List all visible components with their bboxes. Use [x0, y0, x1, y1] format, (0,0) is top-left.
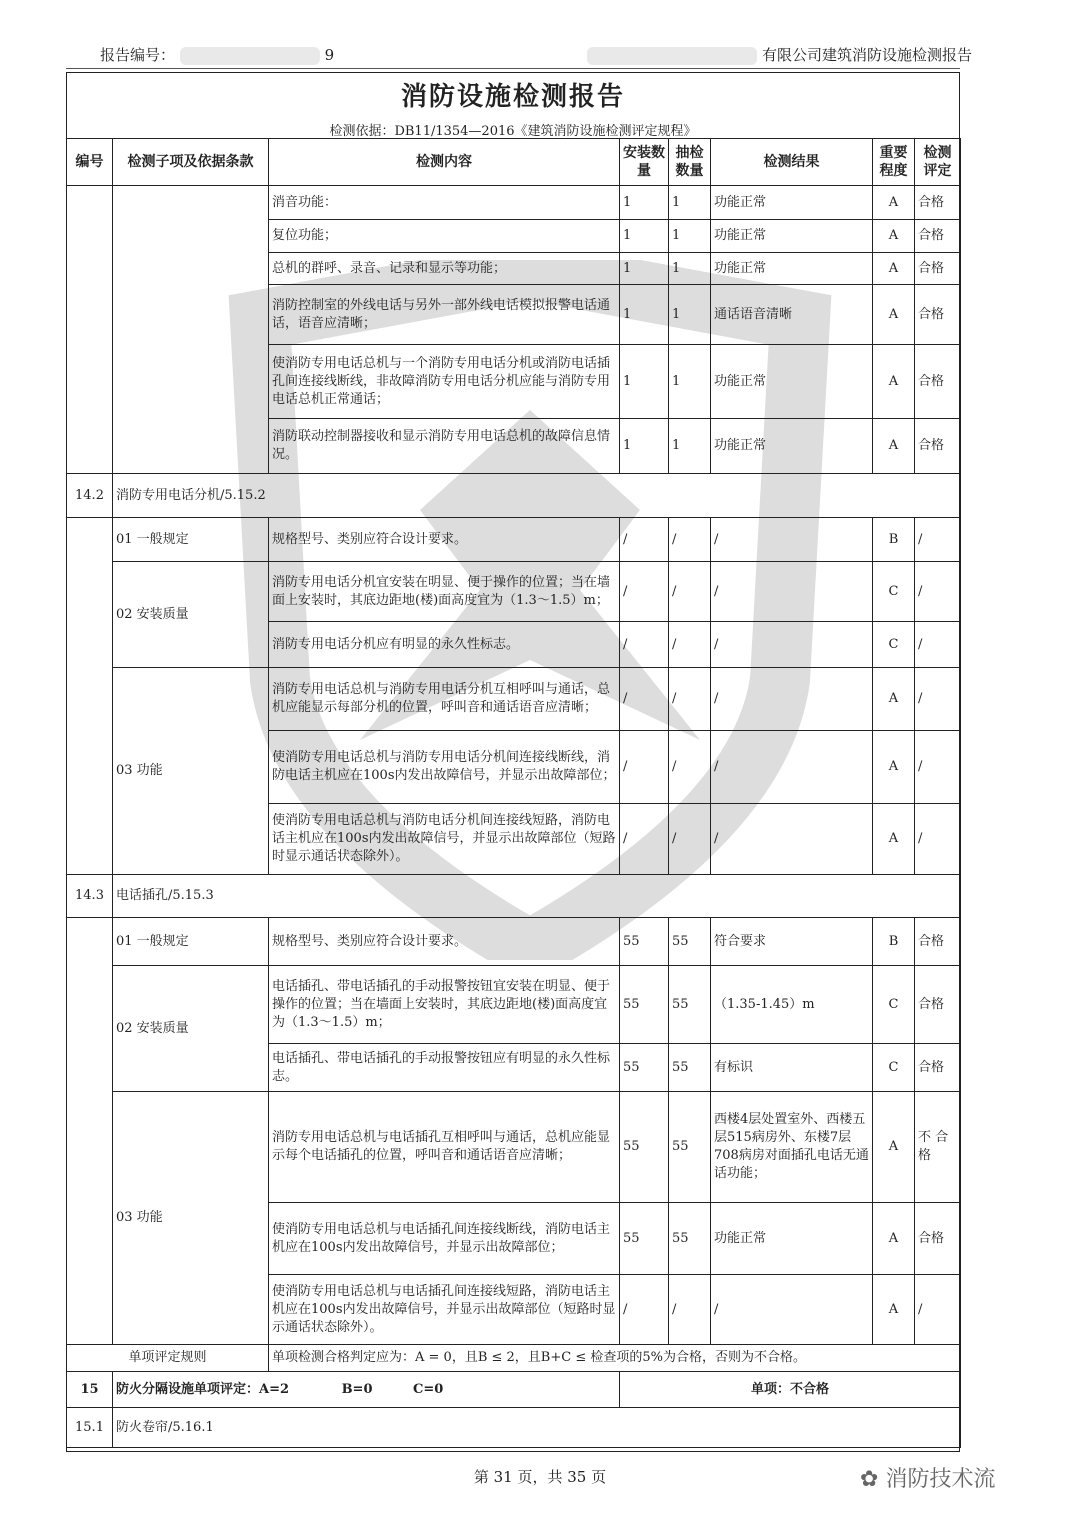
page-title: 消防设施检测报告 — [400, 82, 625, 112]
install-cell: / — [620, 622, 669, 668]
content-cell: 消防联动控制器接收和显示消防专用电话总机的故障信息情况。 — [269, 419, 620, 474]
install-cell: 1 — [620, 186, 669, 220]
content-cell: 消防专用电话分机宜安装在明显、便于操作的位置；当在墙面上安装时，其底边距地(楼)面高度宜为（1.3～1.5）m； — [269, 562, 620, 622]
content-cell: 消防专用电话总机与电话插孔互相呼叫与通话，总机应能显示每个电话插孔的位置，呼叫音和通话语音应清晰； — [269, 1092, 620, 1203]
sub-cell: 01 一般规定 — [113, 918, 269, 966]
content-cell: 电话插孔、带电话插孔的手动报警按钮应有明显的永久性标志。 — [269, 1044, 620, 1092]
section-row — [67, 474, 961, 518]
sample-cell: / — [669, 668, 711, 731]
redacted-block — [180, 47, 320, 65]
no-cell — [67, 918, 113, 1345]
rule-row — [67, 1345, 961, 1372]
sub-cell — [113, 186, 269, 474]
install-cell: / — [620, 518, 669, 562]
wechat-watermark — [860, 1462, 995, 1493]
result-cell: 功能正常 — [711, 1203, 873, 1275]
test-basis: 检测依据：DB11/1354—2016《建筑消防设施检测评定规程》 — [329, 124, 697, 139]
result-cell: 西楼4层处置室外、西楼五层515病房外、东楼7层708病房对面插孔电话无通话功能； — [711, 1092, 873, 1203]
install-cell: 55 — [620, 1203, 669, 1275]
result-cell: / — [711, 562, 873, 622]
eval-cell: 合格 — [915, 253, 961, 285]
sample-cell: / — [669, 1275, 711, 1345]
table-row — [67, 518, 961, 562]
eval-cell: 合格 — [915, 285, 961, 345]
sample-cell: 1 — [669, 220, 711, 253]
level-cell: B — [873, 518, 915, 562]
col-header: 编号 — [67, 139, 113, 186]
result-cell: 有标识 — [711, 1044, 873, 1092]
content-cell: 规格型号、类别应符合设计要求。 — [269, 918, 620, 966]
result-cell: 功能正常 — [711, 186, 873, 220]
report-number — [100, 44, 334, 65]
page-footer: 第 31 页，共 35 页 — [473, 1468, 607, 1486]
item-15-a: 防火分隔设施单项评定：A=2 — [116, 1381, 290, 1397]
level-cell: A — [873, 804, 915, 875]
sub-cell: 03 功能 — [113, 668, 269, 875]
report-number-label: 报告编号： — [100, 46, 176, 64]
install-cell: 1 — [620, 345, 669, 419]
content-cell: 复位功能； — [269, 220, 620, 253]
sub-cell: 02 安装质量 — [113, 562, 269, 668]
eval-cell: / — [915, 731, 961, 804]
level-cell: A — [873, 419, 915, 474]
sample-cell: / — [669, 562, 711, 622]
install-cell: / — [620, 804, 669, 875]
level-cell: A — [873, 1092, 915, 1203]
level-cell: A — [873, 1275, 915, 1345]
eval-cell: / — [915, 668, 961, 731]
result-cell: / — [711, 731, 873, 804]
level-cell: A — [873, 1203, 915, 1275]
install-cell: 1 — [620, 285, 669, 345]
wechat-icon: ✿ — [860, 1467, 879, 1492]
sample-cell: 55 — [669, 1044, 711, 1092]
install-cell: 1 — [620, 253, 669, 285]
col-header: 安装数量 — [620, 139, 669, 186]
eval-cell: 合格 — [915, 918, 961, 966]
table-row — [67, 966, 961, 1044]
sample-cell: 1 — [669, 345, 711, 419]
level-cell: A — [873, 285, 915, 345]
eval-cell: 合格 — [915, 345, 961, 419]
result-cell: 功能正常 — [711, 220, 873, 253]
level-cell: C — [873, 562, 915, 622]
level-cell: A — [873, 731, 915, 804]
eval-cell: 合格 — [915, 419, 961, 474]
sample-cell: 1 — [669, 419, 711, 474]
sample-cell: 55 — [669, 1092, 711, 1203]
content-cell: 消音功能： — [269, 186, 620, 220]
result-cell: 通话语音清晰 — [711, 285, 873, 345]
result-cell: 功能正常 — [711, 419, 873, 474]
content-cell: 使消防专用电话总机与消防电话分机间连接线短路，消防电话主机应在100s内发出故障信号，并显示出故障部位（短路时显示通话状态除外）。 — [269, 804, 620, 875]
eval-cell: / — [915, 562, 961, 622]
level-cell: A — [873, 186, 915, 220]
content-cell: 消防专用电话分机应有明显的永久性标志。 — [269, 622, 620, 668]
content-cell: 消防专用电话总机与消防专用电话分机互相呼叫与通话，总机应能显示每部分机的位置，呼叫音和通话语音应清晰； — [269, 668, 620, 731]
level-cell: A — [873, 253, 915, 285]
sample-cell: 55 — [669, 1203, 711, 1275]
result-cell: / — [711, 622, 873, 668]
result-cell: / — [711, 804, 873, 875]
col-header: 检测结果 — [711, 139, 873, 186]
level-cell: C — [873, 622, 915, 668]
install-cell: / — [620, 731, 669, 804]
install-cell: 1 — [620, 220, 669, 253]
redacted-block — [587, 47, 757, 65]
wechat-name: 消防技术流 — [885, 1467, 996, 1492]
section-number: 14.3 — [67, 875, 113, 918]
section-row — [67, 1408, 961, 1448]
level-cell: A — [873, 345, 915, 419]
content-cell: 电话插孔、带电话插孔的手动报警按钮宜安装在明显、便于操作的位置；当在墙面上安装时，其底边距地(楼)面高度宜为（1.3～1.5）m； — [269, 966, 620, 1044]
sample-cell: 1 — [669, 253, 711, 285]
table-row — [67, 918, 961, 966]
level-cell: A — [873, 220, 915, 253]
result-cell: / — [711, 518, 873, 562]
table-row — [67, 562, 961, 622]
install-cell: 55 — [620, 966, 669, 1044]
col-header: 检测评定 — [915, 139, 961, 186]
eval-cell: 合格 — [915, 220, 961, 253]
item-15-verdict: 单项：不合格 — [620, 1372, 961, 1408]
report-company — [587, 44, 972, 65]
table-row — [67, 186, 961, 220]
sample-cell: / — [669, 518, 711, 562]
item-15-b: B=0 — [341, 1381, 373, 1397]
content-cell: 使消防专用电话总机与电话插孔间连接线断线，消防电话主机应在100s内发出故障信号，并显示出故障部位； — [269, 1203, 620, 1275]
eval-cell: / — [915, 622, 961, 668]
rule-label: 单项评定规则 — [67, 1345, 269, 1372]
level-cell: A — [873, 668, 915, 731]
eval-cell: 合格 — [915, 1203, 961, 1275]
eval-cell: / — [915, 1275, 961, 1345]
level-cell: B — [873, 918, 915, 966]
sub-cell: 03 功能 — [113, 1092, 269, 1345]
content-cell: 总机的群呼、录音、记录和显示等功能； — [269, 253, 620, 285]
table-row — [67, 668, 961, 731]
install-cell: / — [620, 668, 669, 731]
result-cell: / — [711, 1275, 873, 1345]
eval-cell: 合格 — [915, 1044, 961, 1092]
company-suffix: 有限公司建筑消防设施检测报告 — [761, 46, 972, 64]
sub-cell: 01 一般规定 — [113, 518, 269, 562]
sample-cell: / — [669, 622, 711, 668]
col-header: 抽检数量 — [669, 139, 711, 186]
eval-cell: / — [915, 804, 961, 875]
content-cell: 规格型号、类别应符合设计要求。 — [269, 518, 620, 562]
eval-cell: 合格 — [915, 186, 961, 220]
col-header: 重要程度 — [873, 139, 915, 186]
item-15-row — [67, 1372, 961, 1408]
install-cell: 55 — [620, 1092, 669, 1203]
sample-cell: 1 — [669, 285, 711, 345]
table-row — [67, 1092, 961, 1203]
sub-cell: 02 安装质量 — [113, 966, 269, 1092]
install-cell: / — [620, 562, 669, 622]
section-row — [67, 875, 961, 918]
item-15-c: C=0 — [413, 1381, 444, 1397]
col-header: 检测子项及依据条款 — [113, 139, 269, 186]
result-cell: / — [711, 668, 873, 731]
install-cell: 55 — [620, 1044, 669, 1092]
result-cell: 符合要求 — [711, 918, 873, 966]
section-title: 电话插孔/5.15.3 — [113, 875, 961, 918]
sample-cell: 55 — [669, 966, 711, 1044]
sample-cell: / — [669, 804, 711, 875]
result-cell: （1.35-1.45）m — [711, 966, 873, 1044]
content-cell: 消防控制室的外线电话与另外一部外线电话模拟报警电话通话，语音应清晰； — [269, 285, 620, 345]
table-header-row — [67, 139, 961, 186]
level-cell: C — [873, 1044, 915, 1092]
sample-cell: 55 — [669, 918, 711, 966]
sample-cell: / — [669, 731, 711, 804]
result-cell: 功能正常 — [711, 345, 873, 419]
section-title: 防火卷帘/5.16.1 — [113, 1408, 961, 1448]
section-title: 消防专用电话分机/5.15.2 — [113, 474, 961, 518]
no-cell — [67, 518, 113, 875]
section-number: 15.1 — [67, 1408, 113, 1448]
sample-cell: 1 — [669, 186, 711, 220]
eval-cell: / — [915, 518, 961, 562]
eval-cell: 不 合格 — [915, 1092, 961, 1203]
item-15-summary — [113, 1372, 620, 1408]
content-cell: 使消防专用电话总机与电话插孔间连接线短路，消防电话主机应在100s内发出故障信号，并显示出故障部位（短路时显示通话状态除外）。 — [269, 1275, 620, 1345]
section-number: 14.2 — [67, 474, 113, 518]
content-cell: 使消防专用电话总机与消防专用电话分机间连接线断线，消防电话主机应在100s内发出故障信号，并显示出故障部位； — [269, 731, 620, 804]
install-cell: 1 — [620, 419, 669, 474]
inspection-table — [66, 138, 961, 1448]
install-cell: 55 — [620, 918, 669, 966]
eval-cell: 合格 — [915, 966, 961, 1044]
content-cell: 使消防专用电话总机与一个消防专用电话分机或消防电话插孔间连接线断线，非故障消防专用电话分机应能与消防专用电话总机正常通话； — [269, 345, 620, 419]
install-cell: / — [620, 1275, 669, 1345]
report-number-tail: 9 — [324, 46, 335, 64]
rule-text: 单项检测合格判定应为：A = 0，且B ≤ 2，且B+C ≤ 检查项的5%为合格，否则为不合格。 — [269, 1345, 961, 1372]
col-header: 检测内容 — [269, 139, 620, 186]
item-15-number: 15 — [67, 1372, 113, 1408]
result-cell: 功能正常 — [711, 253, 873, 285]
level-cell: C — [873, 966, 915, 1044]
no-cell — [67, 186, 113, 474]
header-rule — [66, 68, 960, 69]
